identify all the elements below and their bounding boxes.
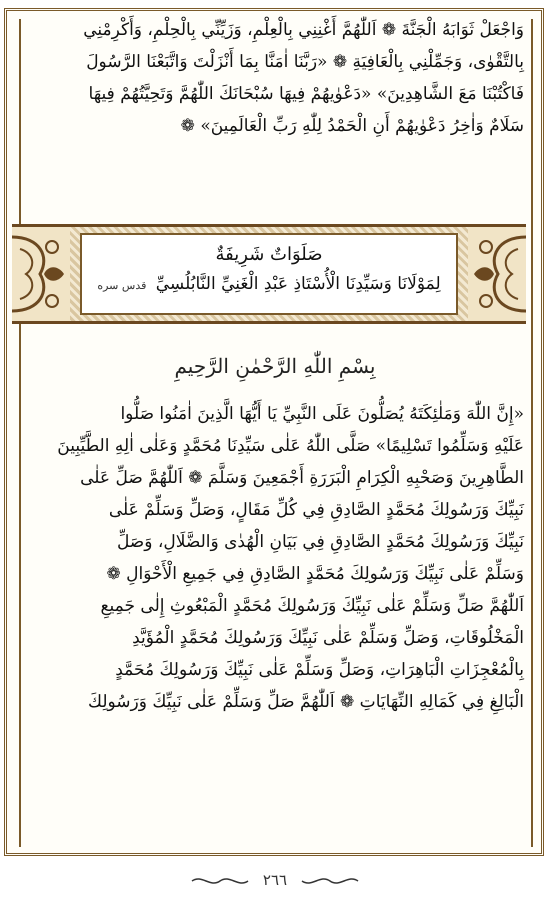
text-line: الْبَالِغِ فِي كَمَالِهِ النِّهَايَاتِ ❁ اَللّٰهُمَّ صَلِّ وَسَلِّمْ عَلٰى نَبِيِّكَ وَرَسُولِكَ (88, 692, 524, 712)
text-line: بِالتَّقْوٰى، وَجَمِّلْنِي بِالْعَافِيَةِ ❁ «رَبَّنَا اٰمَنَّا بِمَا أَنْزَلْتَ وَاتَّبَعْنَا الرَّسُولَ (86, 52, 524, 72)
banner-text-panel (80, 233, 458, 315)
banner-subtitle-text: لِمَوْلَانَا وَسَيِّدِنَا الْأُسْتَاذِ عَبْدِ الْغَنِيِّ النَّابُلُسِيِّ (155, 274, 441, 294)
honorific-seal: قدس سره (97, 279, 147, 292)
text-line: بِالْمُعْجِزَاتِ الْبَاهِرَاتِ، وَصَلِّ وَسَلِّمْ عَلٰى نَبِيِّكَ وَرَسُولِكَ مُحَمَّدٍ (115, 660, 524, 680)
text-line: سَلَامٌ وَاٰخِرُ دَعْوٰيهُمْ أَنِ الْحَمْدُ لِلّٰهِ رَبِّ الْعَالَمِينَ» ❁ (180, 116, 524, 136)
text-line: وَاجْعَلْ ثَوَابَهُ الْجَنَّةَ ❁ اَللّٰهُمَّ أَغْنِنِي بِالْعِلْمِ، وَزَيِّنِّي بِالْحِلْمِ، وَأَكْرِمْنِي (83, 20, 524, 40)
text-line: نَبِيِّكَ وَرَسُولِكَ مُحَمَّدٍ الصَّادِقِ فِي بَيَانِ الْهُدٰى وَالضَّلَالِ، وَصَلِّ (116, 532, 524, 552)
text-line: فَاكْتُبْنَا مَعَ الشَّاهِدِينَ» «دَعْوٰيهُمْ فِيهَا سُبْحَانَكَ اللّٰهُمَّ وَتَحِيَّتُهُمْ فِيهَا (88, 84, 524, 104)
text-line: اَللّٰهُمَّ صَلِّ وَسَلِّمْ عَلٰى نَبِيِّكَ وَرَسُولِكَ مُحَمَّدٍ الْمَبْعُوثِ إِلٰى جَمِيعِ (100, 596, 524, 616)
text-line: الْمَخْلُوقَاتِ، وَصَلِّ وَسَلِّمْ عَلٰى نَبِيِّكَ وَرَسُولِكَ مُحَمَّدٍ الْمُؤَيَّدِ (132, 628, 524, 648)
text-line: «إِنَّ اللّٰهَ وَمَلٰئِكَتَهُ يُصَلُّونَ عَلَى النَّبِيِّ يَا أَيُّهَا الَّذِينَ اٰمَنُوا صَلُّوا (120, 404, 524, 424)
main-paragraph (14, 398, 534, 718)
section-banner (12, 224, 526, 324)
ornament-corner-left-icon (12, 227, 70, 321)
banner-title: صَلَوَاتٌ شَرِيفَةٌ (215, 244, 323, 265)
text-line: عَلَيْهِ وَسَلِّمُوا تَسْلِيمًا» صَلَّى اللّٰهُ عَلٰى سَيِّدِنَا مُحَمَّدٍ وَعَلٰى اٰلِهِ الطَّيِّبِينَ (57, 436, 524, 456)
page-number: ٢٦٦ (262, 871, 288, 889)
text-line: الطَّاهِرِينَ وَصَحْبِهِ الْكِرَامِ الْبَرَرَةِ أَجْمَعِينَ وَسَلَّمَ ❁ اَللّٰهُمَّ صَلِّ عَلٰى (80, 468, 524, 488)
text-line: نَبِيِّكَ وَرَسُولِكَ مُحَمَّدٍ الصَّادِقِ فِي كُلِّ مَقَالٍ، وَصَلِّ وَسَلِّمْ عَلٰى (108, 500, 524, 520)
basmala-calligraphy: بِسْمِ اللّٰهِ الرَّحْمٰنِ الرَّحِيمِ (174, 354, 376, 378)
text-line: وَسَلِّمْ عَلٰى نَبِيِّكَ وَرَسُولِكَ مُحَمَّدٍ الصَّادِقِ فِي جَمِيعِ الْأَحْوَالِ ❁ (106, 564, 524, 584)
ornament-corner-right-icon (468, 227, 526, 321)
top-paragraph (14, 14, 534, 142)
swirl-ornament-icon (300, 874, 360, 888)
banner-subtitle (82, 269, 456, 301)
page-footer (0, 866, 550, 896)
swirl-ornament-icon (190, 874, 250, 888)
